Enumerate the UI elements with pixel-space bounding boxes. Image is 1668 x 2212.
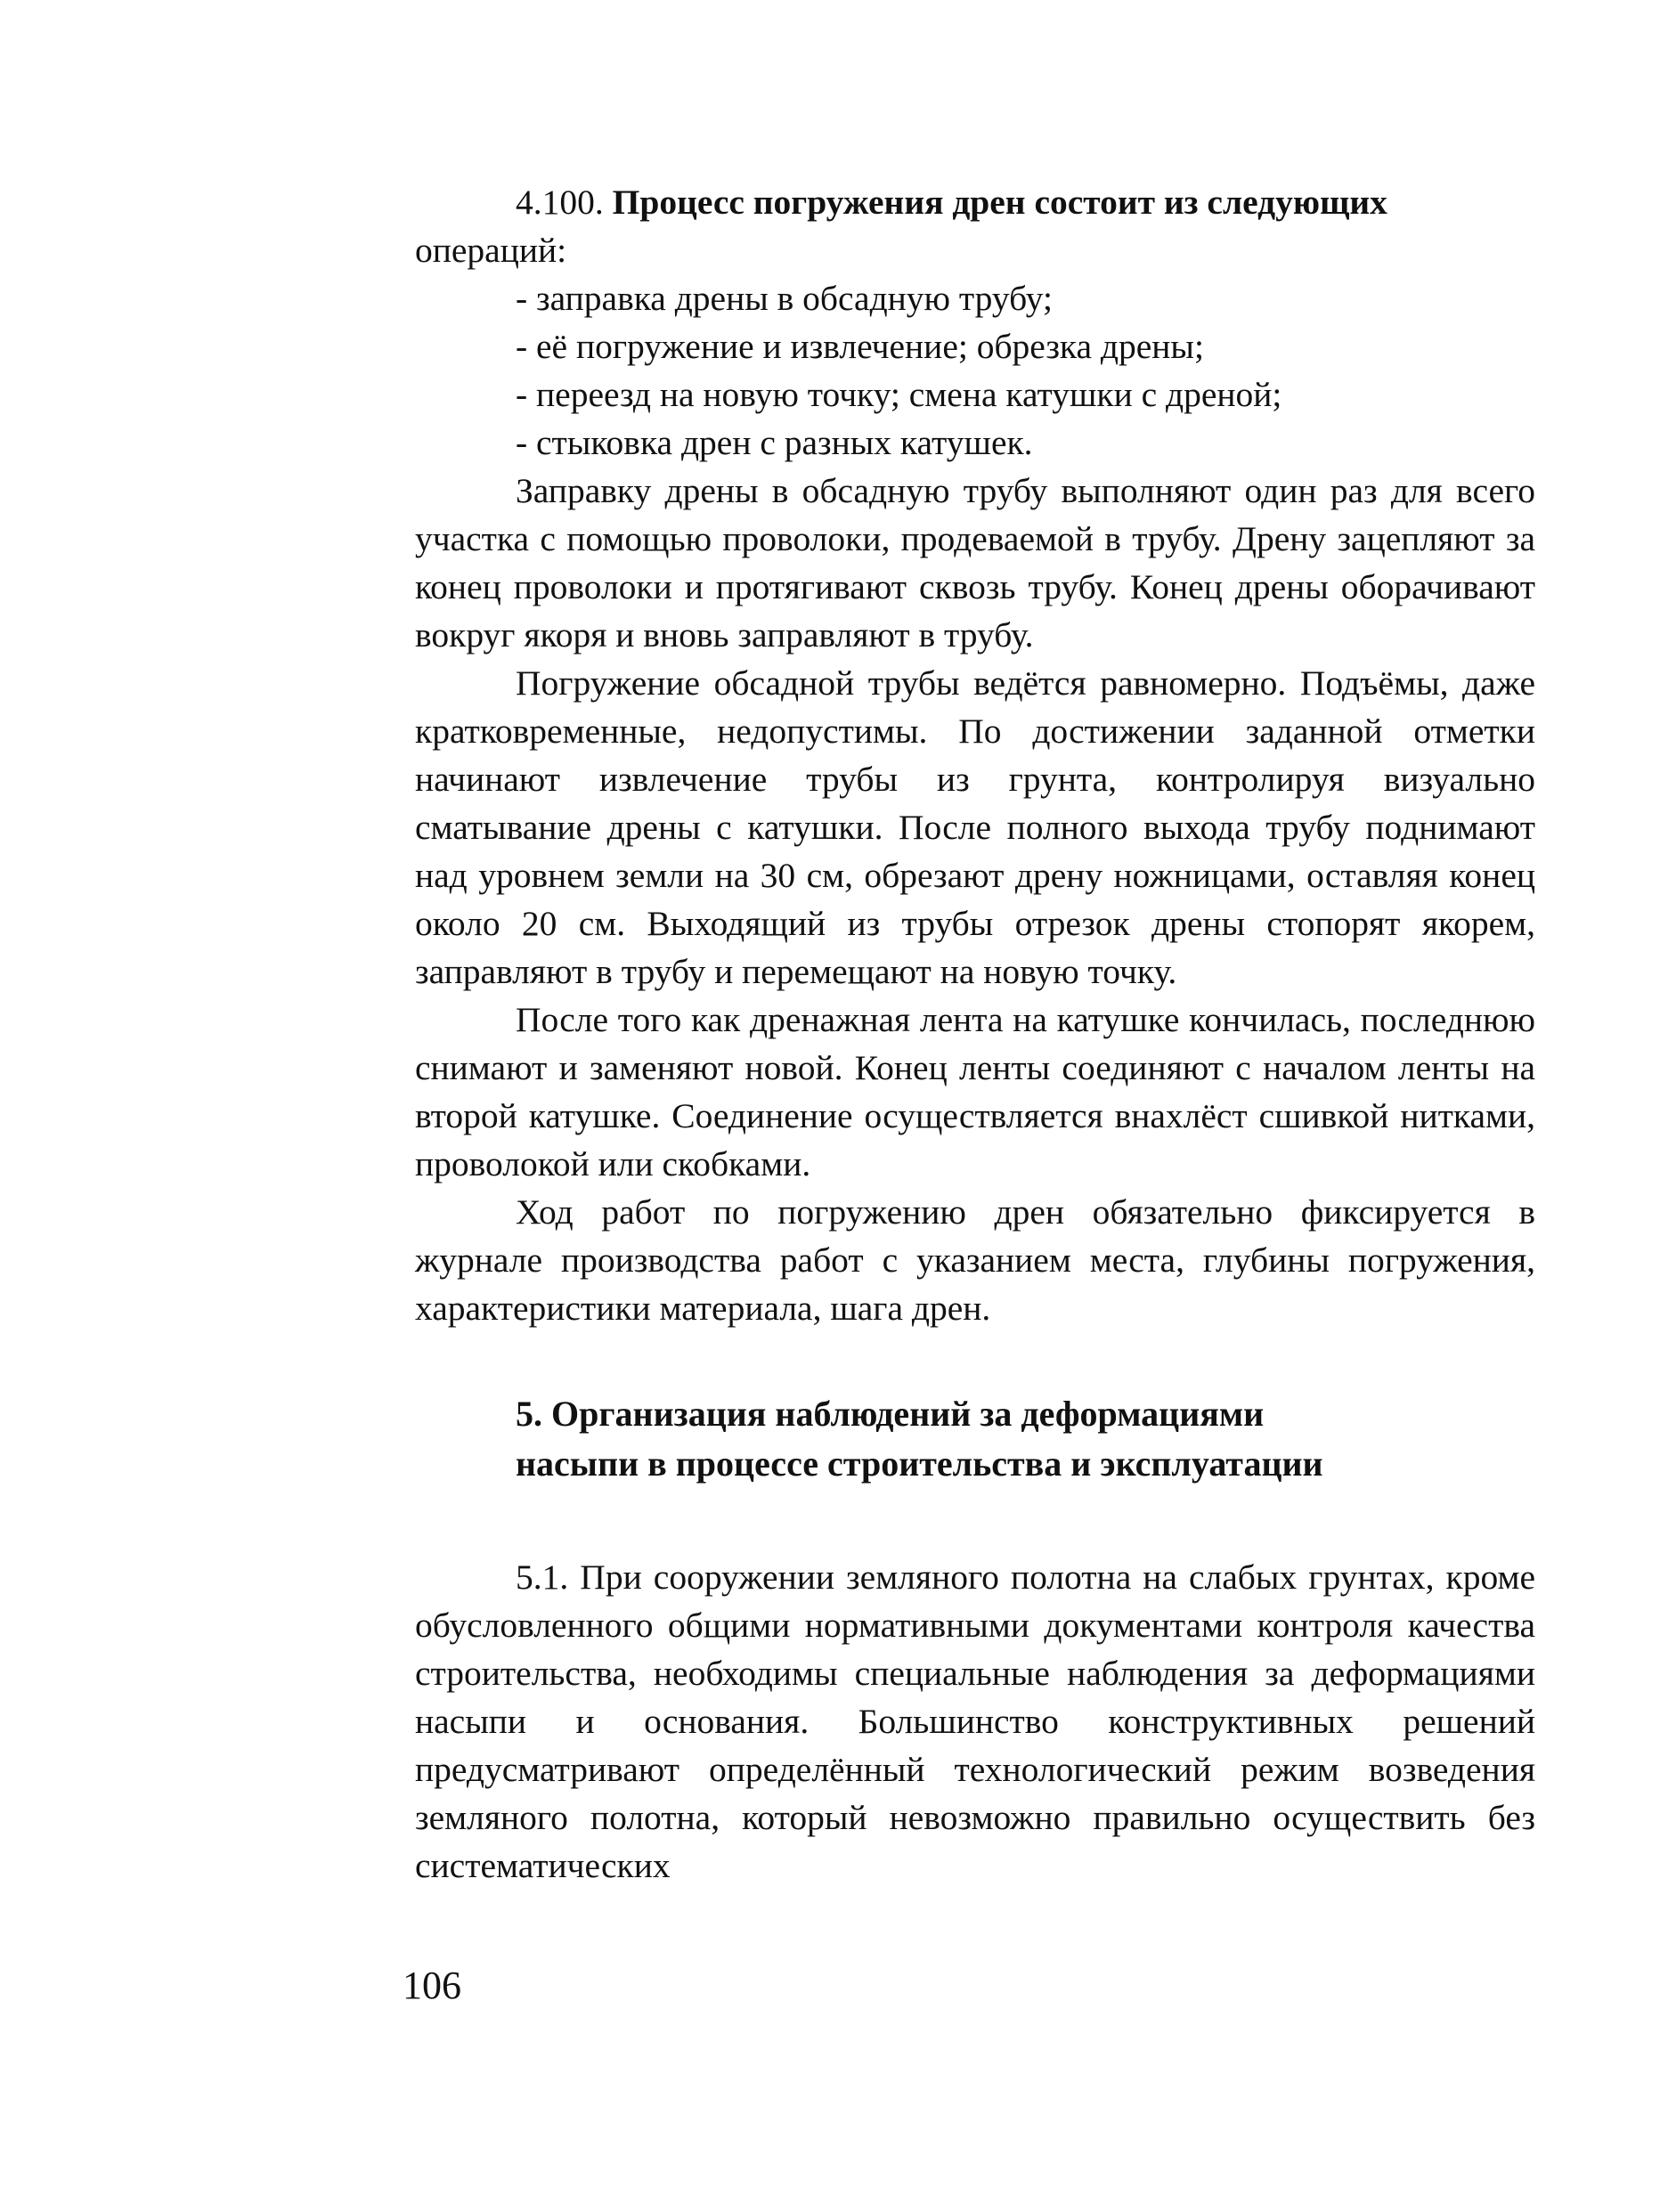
clause-continuation: операций: <box>415 231 567 270</box>
section-heading-line-1: 5. Организация наблюдений за деформациями <box>516 1394 1265 1434</box>
list-item-1: - заправка дрены в обсадную трубу; <box>516 279 1053 318</box>
paragraph-pipe-sinking: Погружение обсадной трубы ведётся равномерно. Подъёмы, даже кратковременные, недопустимы. По достижении заданной отметки начинают извлечение трубы из грунта, контролируя визуально сматывание дрены с катушки. После полного выхода трубу поднимают над уровнем земли на 30 см, обрезают дрену ножницами, оставляя конец около 20 см. Выходящий из трубы отрезок дрены стопорят якорем, заправляют в трубу и перемещают на новую точку. <box>415 663 1535 991</box>
clause-lead-bold: Процесс погружения <box>612 183 944 222</box>
list-item-2: - её погружение и извлечение; обрезка дрены; <box>516 327 1204 366</box>
paragraph-5-1: 5.1. При сооружении земляного полотна на слабых грунтах, кроме обусловленного общими нормативными документами контроля качества строительства, необходимы специальные наблюдения за деформациями насыпи и основания. Большинство конструктивных решений предусматривают определённый технологический режим возведения земляного полотна, который невозможно правильно осуществить без систематических <box>415 1557 1535 1885</box>
paragraph-4-100 <box>415 178 1535 274</box>
list-item-4: - стыковка дрен с разных катушек. <box>516 423 1033 462</box>
section-heading-line-2: насыпи в процессе строительства и эксплуатации <box>516 1443 1323 1484</box>
list-item-3: - переезд на новую точку; смена катушки с дреной; <box>516 375 1282 414</box>
paragraph-work-log: Ход работ по погружению дрен обязательно фиксируется в журнале производства работ с указанием места, глубины погружения, характеристики материала, шага дрен. <box>415 1192 1535 1328</box>
clause-lead-rest: дрен состоит из следующих <box>943 183 1387 222</box>
clause-number: 4.100. <box>516 183 604 222</box>
paragraph-drain-threading: Заправку дрены в обсадную трубу выполняют один раз для всего участка с помощью проволоки, продеваемой в трубу. Дрену зацепляют за конец проволоки и протягивают сквозь трубу. Конец дрены оборачивают вокруг якоря и вновь заправляют в трубу. <box>415 471 1535 655</box>
section-heading <box>516 1389 1535 1489</box>
page-number: 106 <box>403 1964 461 2007</box>
page-body <box>415 178 1535 1890</box>
paragraph-reel-replacement: После того как дренажная лента на катушке кончилась, последнюю снимают и заменяют новой. Конец ленты соединяют с началом ленты на второй катушке. Соединение осуществляется внахлёст сшивкой нитками, проволокой или скобками. <box>415 1000 1535 1183</box>
